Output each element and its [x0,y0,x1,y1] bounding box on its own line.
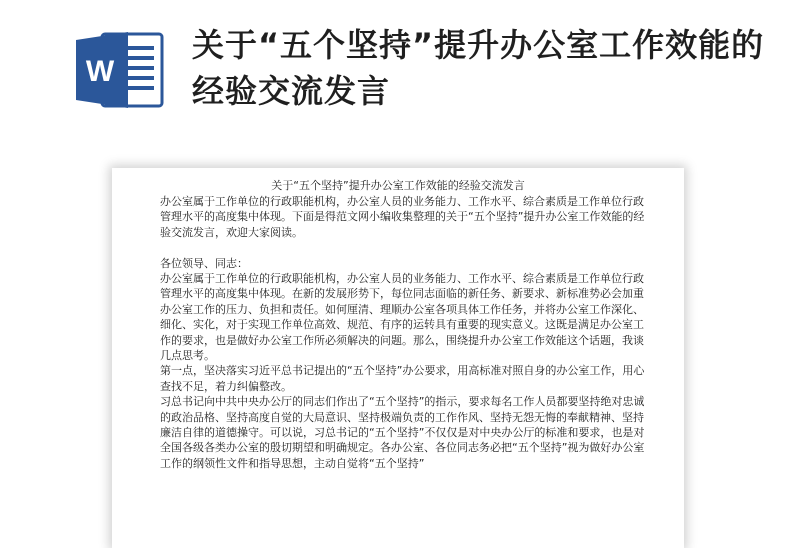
document-title: 关于“五个坚持”提升办公室工作效能的经验交流发言 [271,179,525,192]
blank-line [160,240,646,255]
paragraph-salutation: 各位领导、同志： [160,256,248,270]
document-page [112,168,684,548]
paragraph-point-1: 第一点，坚决落实习近平总书记提出的“五个坚持”办公要求，用高标准对照自身的办公室工作，用心查找不足，着力纠偏整改。 [160,364,645,393]
paragraph-body-2: 习总书记向中共中央办公厅的同志们作出了“五个坚持”的指示，要求每名工作人员都要坚持绝对忠诚的政治品格、坚持高度自觉的大局意识、坚持极端负责的工作作风、坚持无怨无悔的奉献精神、坚持廉洁自律的道德操守。可以说，习总书记的“五个坚持”不仅仅是对中央办公厅的标准和要求，也是对全国各级各类办公室的殷切期望和明确规定。各办公室、各位同志务必把“五个坚持”视为做好办公室工作的纲领性文件和指导思想，主动自觉将“五个坚持” [160,395,645,470]
paragraph-body-1: 办公室属于工作单位的行政职能机构，办公室人员的业务能力、工作水平、综合素质是工作单位行政管理水平的高度集中体现。在新的发展形势下，每位同志面临的新任务、新要求、新标准势必会加重办公室工作的压力、负担和责任。如何厘清、理顺办公室各项具体工作任务，并将办公室工作深化、细化、实化，对于实现工作单位高效、规范、有序的运转具有重要的现实意义。这既是满足办公室工作的要求，也是做好办公室工作所必须解决的问题。那么，围绕提升办公室工作效能这个话题，我谈几点思考。 [160,272,644,363]
header-title: 关于“五个坚持”提升办公室工作效能的经验交流发言 [192,26,765,110]
word-app-icon [76,30,166,110]
document-body [160,194,646,471]
paragraph-intro: 办公室属于工作单位的行政职能机构，办公室人员的业务能力、工作水平、综合素质是工作单位行政管理水平的高度集中体现。下面是得范文网小编收集整理的关于“五个坚持”提升办公室工作效能的经验交流发言，欢迎大家阅读。 [160,195,645,239]
svg-text:W: W [85,55,115,88]
